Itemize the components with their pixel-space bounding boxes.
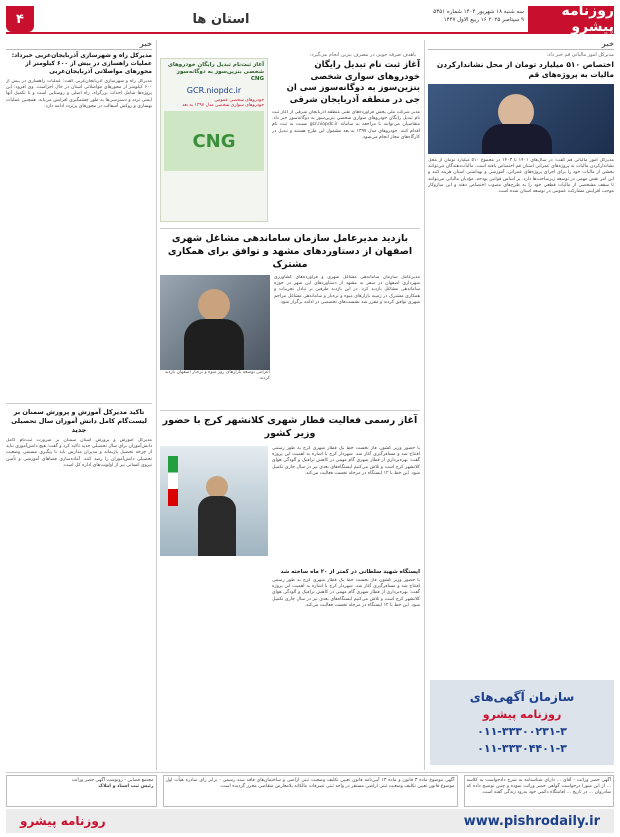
person-figure [184,319,244,370]
person-figure [198,496,236,556]
article-body: مدیرعامل سازمان ساماندهی مشاغل شهری و فرآورده‌های کشاورزی شهرداری اصفهان در سفر به مشهد از دستاوردهای این شهر در حوزه ساماندهی مشاغل بازدید کرد. در این بازدید طرفین بر تبادل تجربیات و همکاری مشترک در زمینه بازارهای میوه و تره‌بار و ساماندهی مشاغل مزاحم شهری توافق کردند و مقرر شد نشست‌های تخصصی در ادامه برگزار شود. [274,275,420,305]
cng-ad-title: آغاز ثبت‌نام تبدیل رایگان خودروهای شخصی بنزین‌سوز به دوگانه‌سوز CNG [167,62,264,82]
iran-flag [168,456,178,506]
column-rule [156,40,157,770]
website-link[interactable]: www.pishrodaily.ir [463,813,600,829]
kicker: مدیرکل امور مالیاتی قم خبر داد: [546,52,614,58]
article-title[interactable]: تاکید مدیرکل آموزش و پرورش سمنان بر لیست‌گام کامل دانش آموزان سال تحصیلی جدید [11,408,147,434]
person-figure [198,289,230,321]
ad-title: سازمان آگهی‌های [469,690,575,704]
cng-ad-note: خودروهای شخصی عمومی [214,98,264,103]
isfahan-article [160,232,420,385]
cng-ad-url[interactable]: GCR.niopdc.ir [186,86,242,95]
article-title[interactable]: اختصاص ۵۱۰ میلیارد تومان از محل نشاندارکردن مالیات به پروژه‌های قم [436,60,614,79]
legal-notices [6,775,614,807]
legal-notice: آگهی موضوع ماده ۳ قانون و ماده ۱۳ آیین‌نامه قانون تعیین تکلیف وضعیت ثبتی اراضی و ساختمان‌های فاقد سند رسمی - برابر رای صادره هیأت اول موضوع قانون تعیین تکلیف وضعیت ثبتی اراضی مستقر در واحد ثبتی تصرفات مالکانه بلامعارض متقاضی محرز گردیده است. [163,775,458,807]
article-body-continued: با حضور وزیر کشور، فاز نخست خط یک قطار شهری کرج به طور رسمی افتتاح شد و مسافرگیری آغاز شد. شهردار کرج با اشاره به اهمیت این پروژه گفت: بهره‌برداری از قطار شهری گام مهمی در کاهش ترافیک و آلودگی هوای کلانشهر کرج است و تلاش می‌کنیم ایستگاه‌های بعدی نیز در سال جاری تکمیل شود. این خط با ۱۲ ایستگاه در مرحله نخست فعالیت می‌کند. [272,578,420,608]
issue-dates [408,6,528,32]
legal-notice-title: مجتمع قضایی - رونوشت آگهی حصر وراثت [71,778,154,783]
footer-bar [6,809,614,833]
article-body: مدیرکل امور مالیاتی قم گفت: در سال‌های ۱۴۰۱ تا ۱۴۰۳ در مجموع ۵۱۰ میلیارد تومان از محل نشاندارکردن مالیات به پروژه‌های عمرانی استان قم اختصاص یافته است. مالیات‌دهندگان می‌توانند بخشی از مالیات خود را برای اجرای پروژه‌های عمرانی، آموزشی و بهداشتی استان هزینه کنند و این امر نقش مهمی در توسعه زیرساخت‌ها دارد. بر اساس قوانین بودجه، مؤدیان مالیاتی می‌توانند تا سقف مشخصی از مالیات قطعی خود را به طرح‌های مصوب اختصاص دهند و این سازوکار موجب افزایش مشارکت عمومی در توسعه استان شده است. [428,158,614,195]
article-subhead: ایستگاه شهید سلطانی در کمتر از ۲۰ ماه ساخته شد [280,569,420,575]
section-divider [160,410,420,411]
section-divider [6,772,614,773]
left-col-tag: خبر [6,40,152,50]
legal-notice [6,775,157,807]
article-title[interactable]: مدیرکل راه و شهرسازی آذربایجان‌غربی خبرداد: عملیات راهسازی در بیش از ۶۰۰ کیلومتر از محورهای مواصلاتی آذربایجان‌غربی [11,52,152,75]
article-body: مدیرکل آموزش و پرورش استان سمنان بر ضرورت ثبت‌نام کامل دانش‌آموزان برای سال تحصیلی جدید تاکید کرد و گفت: هیچ دانش‌آموزی نباید از چرخه تحصیل بازبماند و مدیران مدارس باید با پیگیری مستمر، وضعیت تحصیلی دانش‌آموزان را رصد کنند. آماده‌سازی فضاهای آموزشی و تأمین نیروی انسانی نیز از اولویت‌های اداره کل است. [6,438,152,468]
cng-advert[interactable] [160,58,268,222]
ad-phone: ۰۱۱-۳۳۳۰۰۲۳۱-۳ [477,725,567,738]
official-photo [160,275,270,370]
ad-phone: ۰۱۱-۳۳۳۰۴۴۰۱-۳ [477,742,567,755]
kicker: باهدف صرفه جویی در مصرف بنزین انجام می‌گیرد: [309,52,416,58]
ad-subtitle: روزنامه پیشرو [482,708,562,721]
ads-office-box[interactable] [430,680,614,765]
article-body: مدیرکل راه و شهرسازی آذربایجان‌غربی گفت: عملیات راهسازی در بیش از ۶۰۰ کیلومتر از محورهای مواصلاتی استان در حال اجراست. وی افزود: این پروژه‌ها شامل احداث بزرگراه، راه اصلی و روستایی است و با تکمیل آنها ایمنی تردد و دسترسی‌ها به طور چشمگیری افزایش می‌یابد. همچنین عملیات بهسازی و روکش آسفالت در محورهای پرتردد ادامه دارد. [6,79,152,109]
person-figure [482,124,552,154]
article-title[interactable]: آغاز رسمی فعالیت قطار شهری کلانشهر کرج با حضور وزیر کشور [162,415,418,439]
article-body: مدیر شرکت ملی پخش فرآورده‌های نفتی منطقه آذربایجان شرقی از آغاز ثبت نام تبدیل رایگان خودروهای سواری شخصی بنزین‌سوز به دوگانه‌سوز خبر داد. متقاضیان می‌توانند با مراجعه به سامانه gcr.niopdc.ir نسبت به ثبت نام اقدام کنند. خودروهای مدل ۱۳۹۷ به بعد مشمول این طرح هستند و تبدیل در کارگاه‌های مجاز انجام می‌شود. [272,110,420,140]
issue-line: سه شنبه ۱۸ شهریور ۱۴۰۴ شماره ۵۳۵۱ [433,9,524,15]
page-number: ۴ [6,6,34,32]
legal-signature: رئیس ثبت اسناد و املاک [98,784,154,790]
cng-ad-logo: CNG [164,111,264,171]
column-rule [424,40,425,770]
person-figure [206,476,228,498]
official-photo [428,84,614,154]
karaj-article [160,414,420,698]
photo-caption: اعزامی توسعه بازارهای روز میوه و تره‌بار اصفهان بازدید کردند. [164,370,270,381]
right-col-tag: خبر [428,40,614,50]
section-divider [6,403,152,404]
right-column [428,52,614,698]
footer-brand: روزنامه پیشرو [20,814,106,828]
masthead [6,3,614,35]
legal-notice: آگهی حصر وراثت - آقای ... دارای شناسنامه به شرح دادخواست به کلاسه ... از این شورا درخواست گواهی حصر وراثت نموده و چنین توضیح داده که شادروان ... در تاریخ ... اقامتگاه دائمی خود بدرود زندگی گفته است. [464,775,615,807]
left-column [6,52,152,728]
article-title[interactable]: بازدید مدیرعامل سازمان ساماندهی مشاغل شهری اصفهان از دستاوردهای مشهد و توافق برای همکاری مشترک [167,233,413,270]
date-line: ۹ سپتامبر ۲۰۲۵ ۱۶ ربیع الاول ۱۴۴۷ [443,17,524,23]
cng-ad-note: خودروهای سواری شخصی مدل ۱۳۹۷ به بعد [182,103,264,108]
newspaper-logo[interactable]: روزنامه پیشرو [528,6,614,32]
section-title: استان ها [192,11,250,27]
article-body: با حضور وزیر کشور، فاز نخست خط یک قطار شهری کرج به طور رسمی افتتاح شد و مسافرگیری آغاز شد. شهردار کرج با اشاره به اهمیت این پروژه گفت: بهره‌برداری از قطار شهری گام مهمی در کاهش ترافیک و آلودگی هوای کلانشهر کرج است و تلاش می‌کنیم ایستگاه‌های بعدی نیز در سال جاری تکمیل شود. این خط با ۱۲ ایستگاه در مرحله نخست فعالیت می‌کند. [272,446,420,476]
cng-article [160,52,420,222]
ceremony-photo [160,446,268,556]
article-title[interactable]: آغاز ثبت نام تبدیل رایگان خودروهای سواری شخصی بنزین‌سوز به دوگانه‌سوز سی ان جی در منطقه آذربایجان شرقی [286,60,420,105]
section-divider [160,228,420,229]
